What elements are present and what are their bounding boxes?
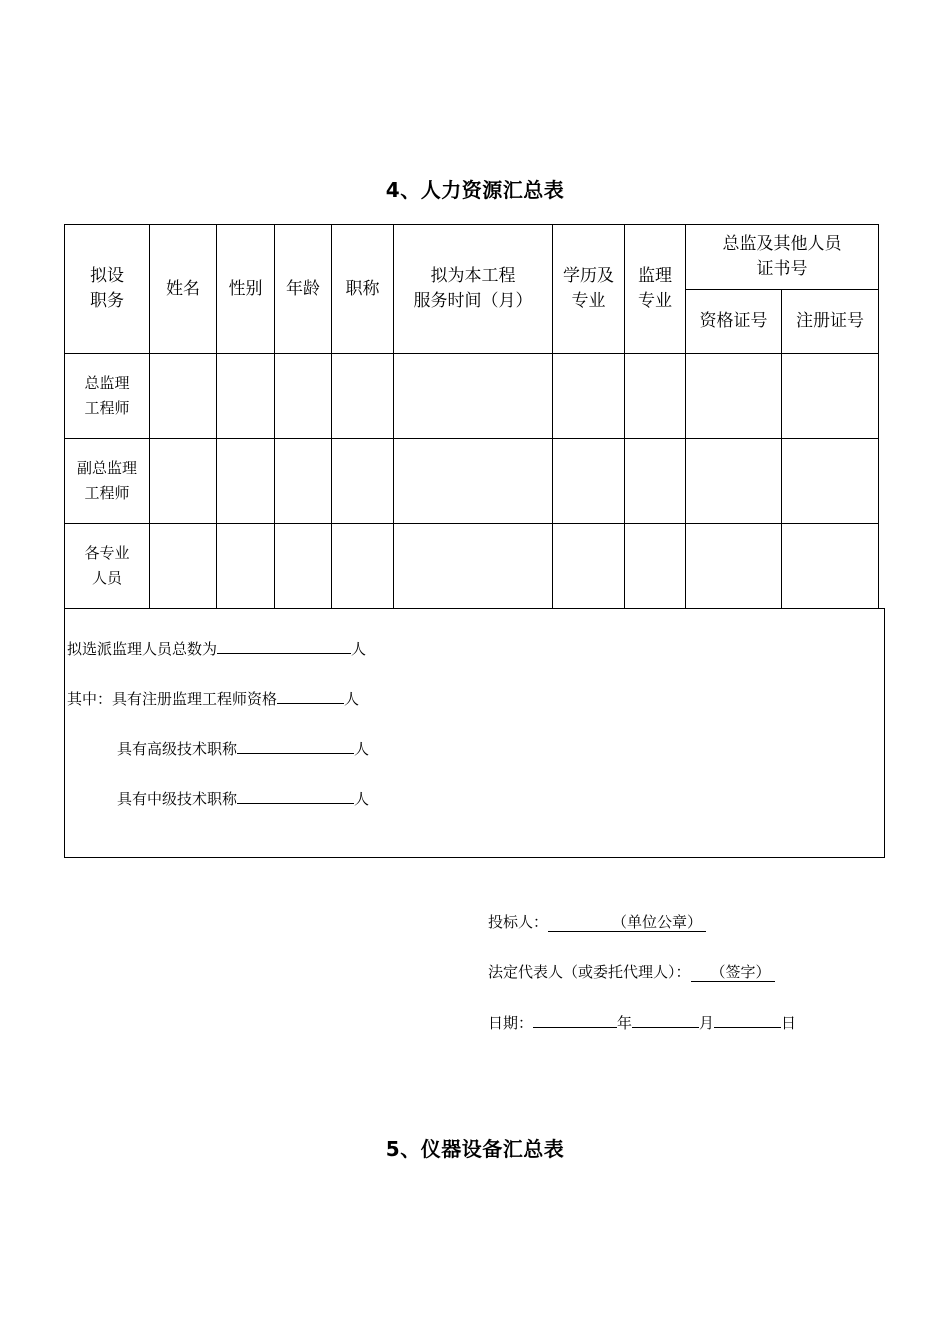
human-resources-table [64, 224, 879, 609]
header-qualification-no: 资格证号 [686, 290, 782, 354]
section-5-title: 5、仪器设备汇总表 [385, 1137, 565, 1161]
table-cell[interactable] [275, 354, 332, 439]
table-cell[interactable] [150, 354, 217, 439]
year-label: 年 [617, 1014, 633, 1032]
table-cell[interactable] [686, 439, 782, 524]
unit-label: 人 [344, 690, 360, 708]
unit-label: 人 [354, 740, 370, 758]
legal-rep-line [488, 962, 775, 982]
table-cell[interactable] [150, 524, 217, 609]
legal-rep-label: 法定代表人（或委托代理人）： [488, 963, 691, 981]
month-label: 月 [699, 1014, 715, 1032]
day-label: 日 [781, 1014, 797, 1032]
row-label-deputy-chief-engineer: 副总监理 工程师 [65, 439, 150, 524]
row-label-specialty-staff: 各专业 人员 [65, 524, 150, 609]
table-cell[interactable] [332, 439, 394, 524]
table-cell[interactable] [782, 524, 879, 609]
table-cell[interactable] [217, 524, 275, 609]
registered-engineer-blank[interactable] [277, 688, 344, 704]
table-cell[interactable] [553, 354, 625, 439]
table-cell[interactable] [625, 524, 686, 609]
table-cell[interactable] [332, 524, 394, 609]
senior-title-blank[interactable] [237, 738, 354, 754]
date-line [488, 1012, 796, 1033]
table-cell[interactable] [625, 439, 686, 524]
table-cell[interactable] [394, 524, 553, 609]
table-cell[interactable] [217, 439, 275, 524]
bidder-seal-field[interactable]: （单位公章） [548, 913, 706, 932]
header-certificates: 总监及其他人员 证书号 [686, 225, 879, 290]
registered-engineer-line [67, 688, 359, 709]
table-cell[interactable] [553, 524, 625, 609]
table-cell[interactable] [782, 439, 879, 524]
table-cell[interactable] [217, 354, 275, 439]
table-cell[interactable] [782, 354, 879, 439]
total-staff-label: 拟选派监理人员总数为 [67, 640, 218, 658]
middle-title-label: 具有中级技术职称 [117, 790, 238, 808]
bidder-line [488, 912, 706, 932]
table-cell[interactable] [275, 439, 332, 524]
header-age: 年龄 [275, 225, 332, 354]
table-cell[interactable] [686, 354, 782, 439]
senior-title-line [117, 738, 369, 759]
header-education: 学历及 专业 [553, 225, 625, 354]
total-staff-blank[interactable] [217, 638, 351, 654]
table-row [65, 524, 879, 609]
bidder-label: 投标人： [488, 913, 549, 931]
header-registration-no: 注册证号 [782, 290, 879, 354]
unit-label: 人 [354, 790, 370, 808]
legal-rep-signature-field[interactable]: （签字） [691, 963, 775, 982]
middle-title-blank[interactable] [237, 788, 354, 804]
table-cell[interactable] [553, 439, 625, 524]
date-label: 日期： [488, 1014, 534, 1032]
day-blank[interactable] [714, 1012, 781, 1028]
table-row [65, 354, 879, 439]
unit-label: 人 [351, 640, 367, 658]
section-4-title: 4、人力资源汇总表 [385, 178, 565, 202]
staff-summary-box [64, 608, 885, 858]
table-cell[interactable] [394, 439, 553, 524]
header-gender: 性别 [217, 225, 275, 354]
table-cell[interactable] [394, 354, 553, 439]
middle-title-line [117, 788, 369, 809]
header-service-time: 拟为本工程 服务时间（月） [394, 225, 553, 354]
header-job-title: 职称 [332, 225, 394, 354]
table-cell[interactable] [686, 524, 782, 609]
row-label-chief-engineer: 总监理 工程师 [65, 354, 150, 439]
total-staff-line [67, 638, 366, 659]
header-name: 姓名 [150, 225, 217, 354]
table-cell[interactable] [275, 524, 332, 609]
table-cell[interactable] [150, 439, 217, 524]
year-blank[interactable] [533, 1012, 617, 1028]
senior-title-label: 具有高级技术职称 [117, 740, 238, 758]
month-blank[interactable] [632, 1012, 699, 1028]
header-position: 拟设 职务 [65, 225, 150, 354]
table-cell[interactable] [625, 354, 686, 439]
header-supervision-major: 监理 专业 [625, 225, 686, 354]
registered-engineer-label: 其中：具有注册监理工程师资格 [67, 690, 278, 708]
table-row [65, 439, 879, 524]
table-cell[interactable] [332, 354, 394, 439]
